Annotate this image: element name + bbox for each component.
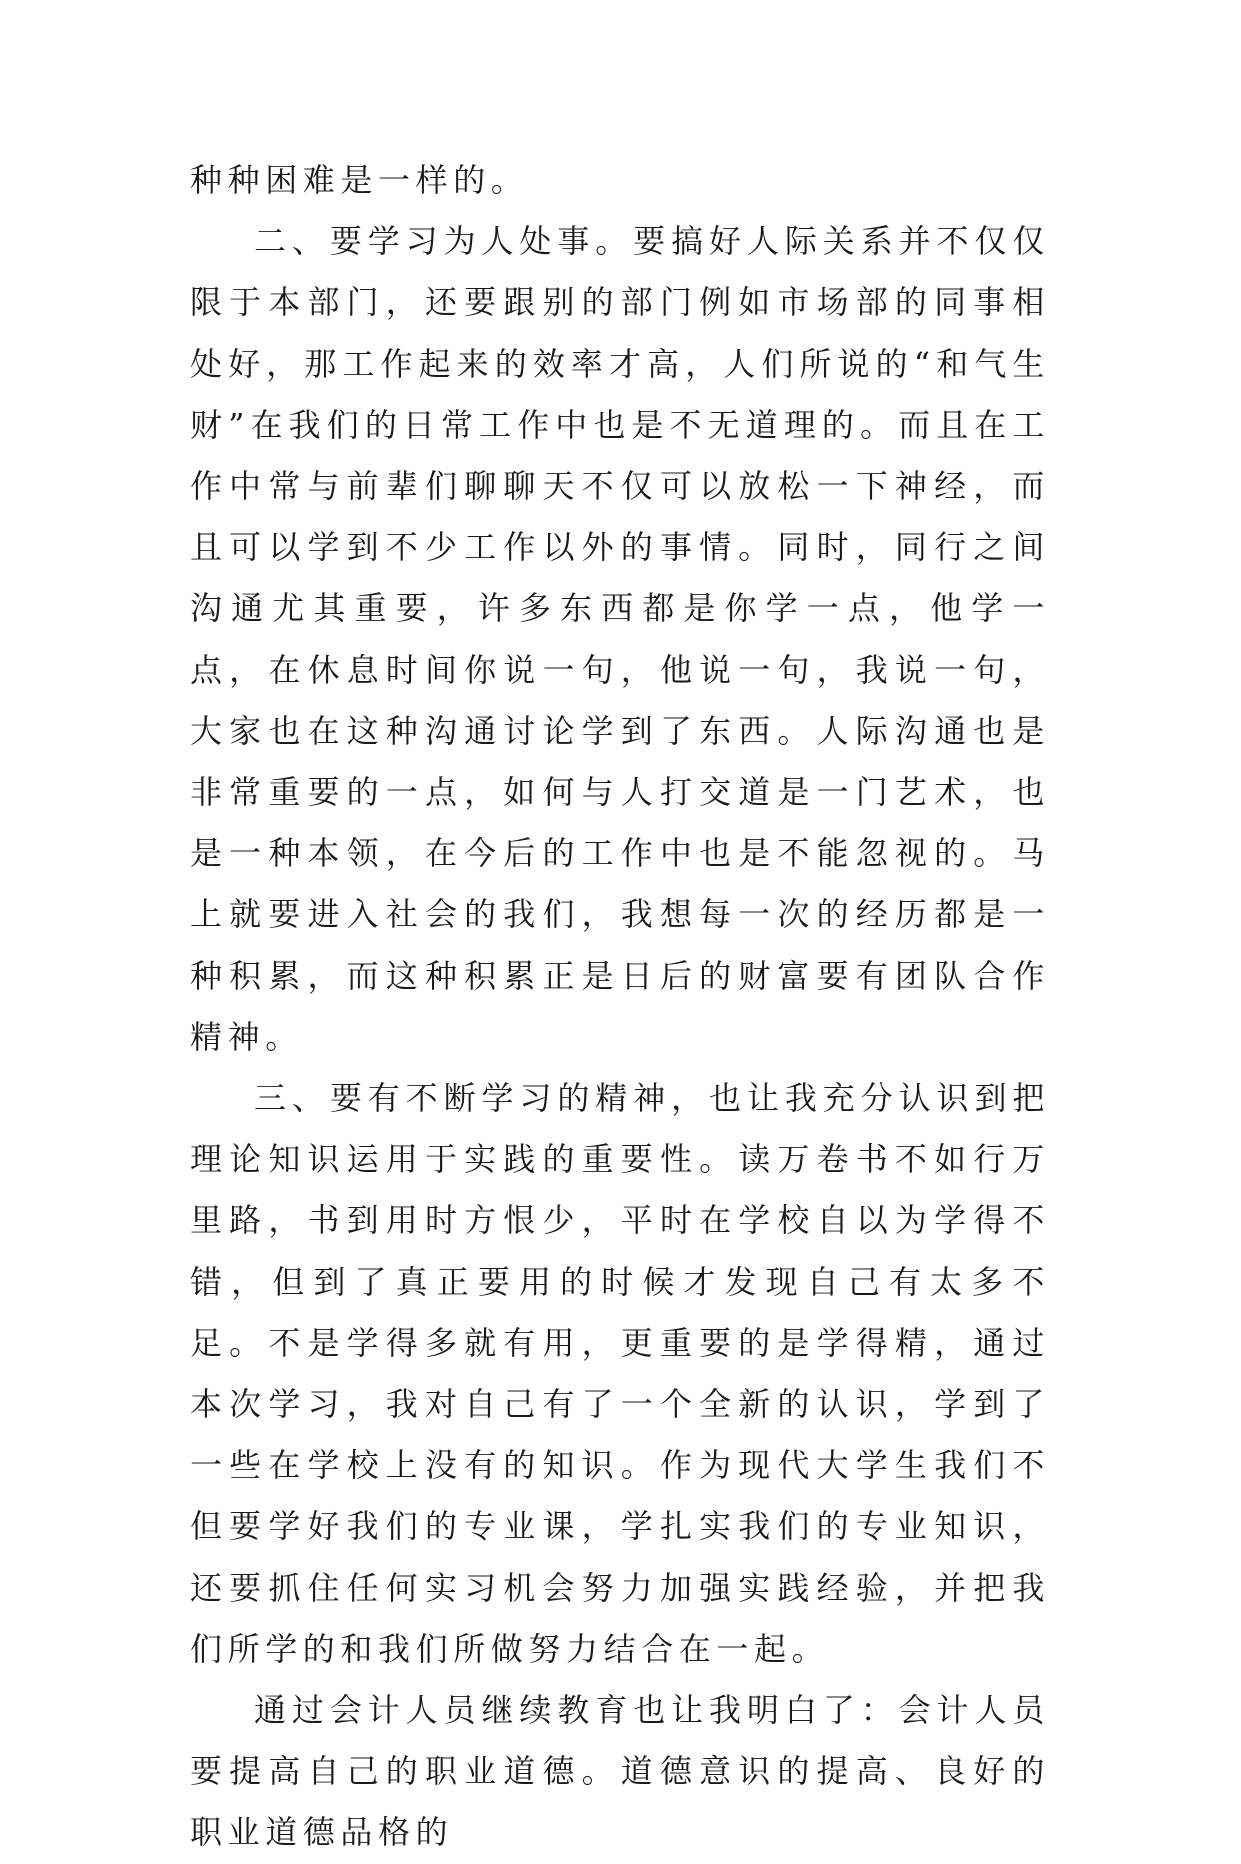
paragraph-interpersonal-skills: 二、要学习为人处事。要搞好人际关系并不仅仅限于本部门，还要跟别的部门例如市场部的同事相处好，那工作起来的效率才高，人们所说的“和气生财”在我们的日常工作中也是不无道理的。而且在工作中常与前辈们聊聊天不仅可以放松一下神经，而且可以学到不少工作以外的事情。同时，同行之间沟通尤其重要，许多东西都是你学一点，他学一点，在休息时间你说一句，他说一句，我说一句，大家也在这种沟通讨论学到了东西。人际沟通也是非常重要的一点，如何与人打交道是一门艺术，也是一种本领，在今后的工作中也是不能忽视的。马上就要进入社会的我们，我想每一次的经历都是一种积累，而这种积累正是日后的财富要有团队合作精神。 <box>190 222 1050 1056</box>
document-body <box>190 150 1050 1864</box>
paragraph-professional-ethics: 通过会计人员继续教育也让我明白了：会计人员要提高自己的职业道德。道德意识的提高、良好的职业道德品格的 <box>190 1691 1050 1852</box>
paragraph-continuation: 种种困难是一样的。 <box>190 161 529 199</box>
paragraph-continuous-learning: 三、要有不断学习的精神，也让我充分认识到把理论知识运用于实践的重要性。读万卷书不如行万里路，书到用时方恨少，平时在学校自以为学得不错，但到了真正要用的时候才发现自己有太多不足。不是学得多就有用，更重要的是学得精，通过本次学习，我对自己有了一个全新的认识，学到了一些在学校上没有的知识。作为现代大学生我们不但要学好我们的专业课，学扎实我们的专业知识，还要抓住任何实习机会努力加强实践经验，并把我们所学的和我们所做努力结合在一起。 <box>190 1079 1050 1668</box>
